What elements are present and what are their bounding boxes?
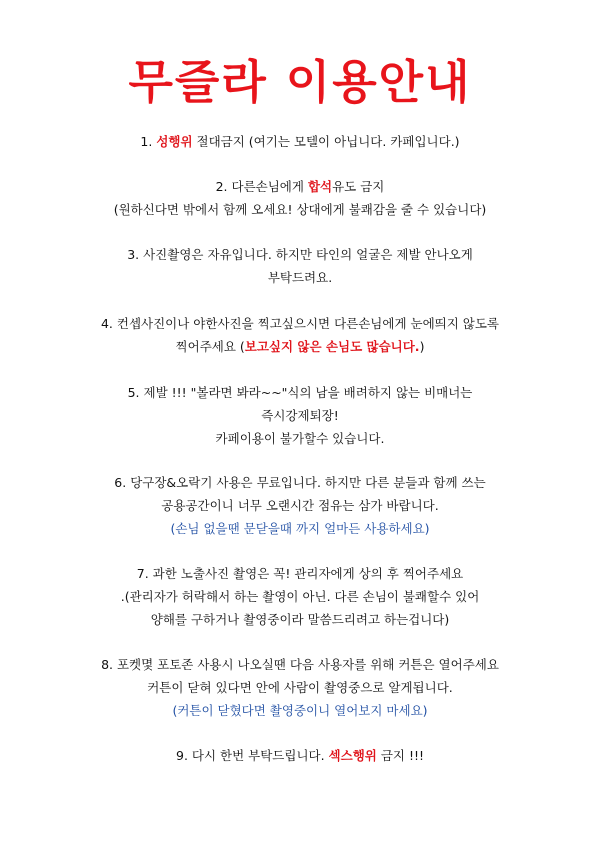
rule-1-highlight: 성행위 [156, 134, 193, 149]
rule-4-line-2 [0, 339, 600, 355]
rule-7-line-1: 7. 과한 노출사진 촬영은 꼭! 관리자에게 상의 후 찍어주세요 [136, 566, 464, 581]
rule-3-line-1: 3. 사진촬영은 자유입니다. 하지만 타인의 얼굴은 제발 안나오게 [127, 247, 473, 262]
rule-4-line-2-prefix: 찍어주세요 ( [175, 339, 245, 354]
rule-2-line-1 [0, 179, 600, 195]
page-title: 무즐라 이용안내 [128, 55, 472, 109]
rule-1-prefix: 1. [140, 134, 157, 149]
rule-9 [0, 748, 600, 764]
rule-9-suffix: 금지 !!! [376, 748, 424, 763]
rule-8-line-2: 커튼이 닫혀 있다면 안에 사람이 촬영중으로 알게됩니다. [147, 680, 453, 695]
rule-5-line-2: 즉시강제퇴장! [261, 408, 339, 423]
rule-2-highlight: 합석 [307, 179, 333, 194]
rule-1 [0, 134, 600, 150]
rule-6-line-3: (손님 없을땐 문닫을때 까지 얼마든 사용하세요) [170, 521, 430, 536]
rule-5-line-1: 5. 제발 !!! "볼라면 봐라~~"식의 남을 배려하지 않는 비매너는 [127, 385, 473, 400]
rule-2-prefix: 2. 다른손님에게 [215, 179, 308, 194]
rule-2-line-2: (원하신다면 밖에서 함께 오세요! 상대에게 불쾌감을 줄 수 있습니다) [113, 202, 487, 217]
rule-4-highlight: 보고싶지 않은 손님도 많습니다. [244, 339, 420, 354]
rule-6-line-2: 공용공간이니 너무 오랜시간 점유는 삼가 바랍니다. [161, 498, 439, 513]
rule-3-line-2: 부탁드려요. [267, 270, 333, 285]
rule-4-line-2-suffix: ) [419, 339, 425, 354]
rule-9-highlight: 섹스행위 [328, 748, 377, 763]
rule-6-line-1: 6. 당구장&오락기 사용은 무료입니다. 하지만 다른 분들과 함께 쓰는 [114, 475, 486, 490]
rule-5-line-3: 카페이용이 불가할수 있습니다. [215, 431, 385, 446]
rule-7-line-3: 양해를 구하거나 촬영중이라 말씀드리려고 하는겁니다) [150, 612, 450, 627]
rule-7-line-2: .(관리자가 허락해서 하는 촬영이 아닌. 다른 손님이 불쾌할수 있어 [120, 589, 480, 604]
rule-9-prefix: 9. 다시 한번 부탁드립니다. [176, 748, 329, 763]
rule-1-suffix: 절대금지 (여기는 모텔이 아닙니다. 카페입니다.) [192, 134, 460, 149]
rule-8-line-3: (커튼이 닫혔다면 촬영중이니 열어보지 마세요) [172, 703, 428, 718]
rule-8-line-1: 8. 포켓몇 포토존 사용시 나오실땐 다음 사용자를 위해 커튼은 열어주세요 [101, 657, 499, 672]
rule-2-suffix: 유도 금지 [332, 179, 385, 194]
rule-4-line-1: 4. 컨셉사진이나 야한사진을 찍고싶으시면 다른손님에게 눈에띄지 않도록 [100, 316, 500, 331]
